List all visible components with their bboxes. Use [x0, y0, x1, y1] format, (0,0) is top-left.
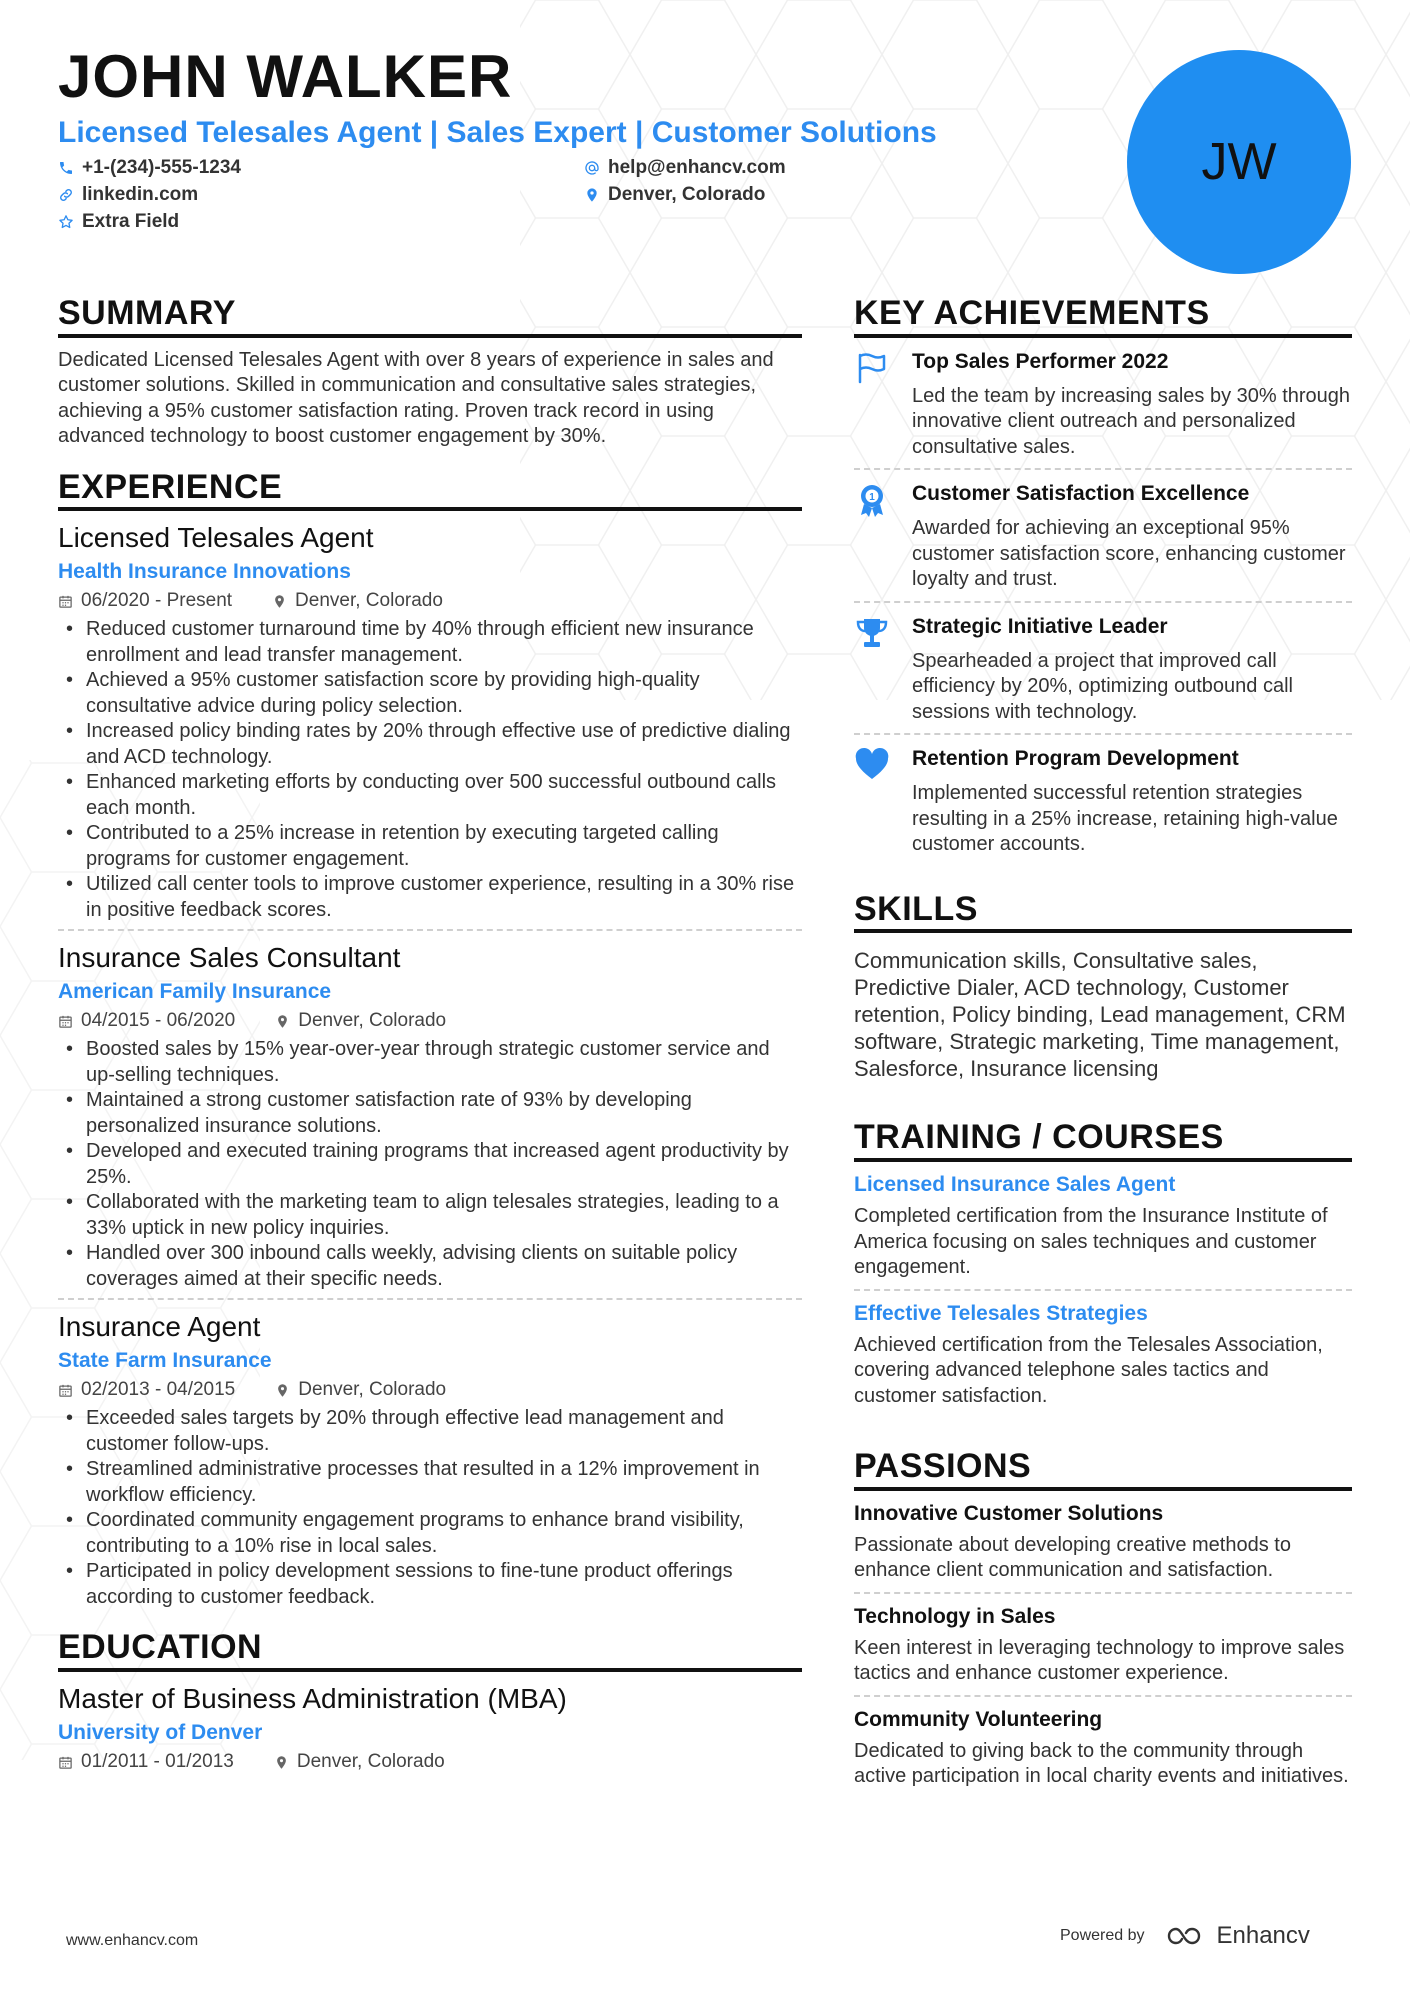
- bullet-item: • Achieved a 95% customer satisfaction score by providing high-quality consultative advice during policy selection.: [58, 668, 802, 719]
- passion-item: [854, 1695, 1352, 1798]
- bullet-item: • Enhanced marketing efforts by conducting over 500 successful outbound calls each month.: [58, 770, 802, 821]
- star-icon: [58, 214, 74, 230]
- passion-title: Community Volunteering: [854, 1707, 1103, 1731]
- job-location: Denver, Colorado: [298, 1379, 447, 1401]
- bullet-item: • Boosted sales by 15% year-over-year through strategic customer service and up-selling techniques.: [58, 1037, 802, 1088]
- achievement-item: [854, 468, 1352, 601]
- bullet-item: • Exceeded sales targets by 20% through effective lead management and customer follow-ups.: [58, 1406, 802, 1457]
- achievement-title: Strategic Initiative Leader: [912, 614, 1168, 638]
- job-bullets: [58, 1037, 802, 1292]
- bullet-item: • Utilized call center tools to improve customer experience, resulting in a 30% rise in positive feedback scores.: [58, 872, 802, 923]
- course-title: Licensed Insurance Sales Agent: [854, 1173, 1176, 1197]
- achievement-title: Top Sales Performer 2022: [912, 349, 1169, 373]
- education-section: [58, 1630, 802, 1780]
- section-title: TRAINING / COURSES: [854, 1120, 1352, 1162]
- avatar-initials: JW: [1201, 133, 1277, 191]
- flag-icon: [854, 350, 890, 386]
- job-dates: 06/2020 - Present: [81, 590, 233, 612]
- section-title: PASSIONS: [854, 1449, 1352, 1491]
- achievement-title: Retention Program Development: [912, 747, 1239, 771]
- email-text: help@enhancv.com: [608, 157, 786, 178]
- passion-desc: Keen interest in leveraging technology to improve sales tactics and enhance customer experience.: [854, 1636, 1345, 1685]
- location-pin-icon: [272, 594, 287, 609]
- job-title: Insurance Agent: [58, 1311, 261, 1343]
- job-location: Denver, Colorado: [298, 1010, 447, 1032]
- phone-text: +1-(234)-555-1234: [82, 157, 241, 178]
- section-title: SUMMARY: [58, 296, 802, 338]
- bullet-item: • Handled over 300 inbound calls weekly, advising clients on suitable policy coverages aimed at their specific needs.: [58, 1241, 802, 1292]
- footer-website-link[interactable]: www.enhancv.com: [66, 1932, 199, 1949]
- experience-entry: [58, 1298, 802, 1616]
- job-dates: 04/2015 - 06/2020: [81, 1010, 236, 1032]
- headline: Licensed Telesales Agent | Sales Expert | Customer Solutions: [58, 116, 937, 149]
- degree-title: Master of Business Administration (MBA): [58, 1683, 567, 1715]
- avatar: [1127, 50, 1351, 274]
- skills-section: [854, 889, 1352, 1083]
- section-title: EXPERIENCE: [58, 470, 802, 512]
- course-item: [854, 1289, 1352, 1418]
- enhancv-logo-icon: [1165, 1924, 1209, 1948]
- heart-icon: [854, 747, 890, 783]
- location-text: Denver, Colorado: [608, 184, 766, 205]
- phone-icon: [58, 160, 74, 176]
- calendar-icon: [58, 1014, 73, 1029]
- job-meta: [58, 589, 802, 613]
- location-pin-icon: [584, 187, 600, 203]
- achievement-desc: Implemented successful retention strategies resulting in a 25% increase, retaining high-value customer accounts.: [912, 782, 1338, 856]
- passion-title: Technology in Sales: [854, 1604, 1056, 1628]
- contact-location: [584, 184, 765, 206]
- passions-section: [854, 1449, 1352, 1798]
- job-meta: [58, 1378, 802, 1402]
- passion-title: Innovative Customer Solutions: [854, 1501, 1164, 1525]
- job-title: Insurance Sales Consultant: [58, 942, 401, 974]
- brand-name: Enhancv: [1216, 1922, 1310, 1949]
- job-location: Denver, Colorado: [295, 590, 443, 612]
- contact-linkedin[interactable]: [58, 184, 198, 206]
- bullet-item: • Coordinated community engagement programs to enhance brand visibility, contributing to a 10% rise in local sales.: [58, 1508, 802, 1559]
- company-name: Health Insurance Innovations: [58, 560, 351, 584]
- experience-entry: [58, 929, 802, 1298]
- powered-by-label: Powered by: [1060, 1927, 1145, 1944]
- passion-item: [854, 1592, 1352, 1695]
- bullet-item: • Contributed to a 25% increase in retention by executing targeted calling programs for customer engagement.: [58, 821, 802, 872]
- bullet-item: • Maintained a strong customer satisfaction rate of 93% by developing personalized insurance solutions.: [58, 1088, 802, 1139]
- achievement-desc: Awarded for achieving an exceptional 95% customer satisfaction score, enhancing customer loyalty and trust.: [912, 517, 1346, 591]
- extra-field-text: Extra Field: [82, 211, 180, 232]
- education-dates: 01/2011 - 01/2013: [81, 1751, 234, 1773]
- education-location: Denver, Colorado: [296, 1751, 445, 1773]
- link-icon: [58, 187, 74, 203]
- key-achievements-section: [854, 296, 1352, 866]
- contact-extra-field: [58, 211, 179, 233]
- passion-desc: Passionate about developing creative methods to enhance client communication and satisfaction.: [854, 1533, 1291, 1582]
- contact-phone[interactable]: [58, 157, 241, 179]
- bullet-item: • Developed and executed training programs that increased agent productivity by 25%.: [58, 1139, 802, 1190]
- bullet-item: • Collaborated with the marketing team to align telesales strategies, leading to a 33% uptick in new policy inquiries.: [58, 1190, 802, 1241]
- achievement-item: [854, 338, 1352, 469]
- passion-desc: Dedicated to giving back to the community through active participation in local charity events and initiatives.: [854, 1739, 1349, 1788]
- calendar-icon: [58, 594, 73, 609]
- right-column: [854, 296, 1352, 1818]
- company-name: American Family Insurance: [58, 980, 332, 1004]
- experience-section: [58, 467, 802, 1617]
- education-meta: [58, 1750, 802, 1774]
- award-ribbon-icon: [854, 482, 890, 518]
- footer-branding: [1060, 1922, 1310, 1950]
- section-title: SKILLS: [854, 892, 1352, 934]
- calendar-icon: [58, 1755, 73, 1770]
- achievement-title: Customer Satisfaction Excellence: [912, 482, 1250, 506]
- bullet-item: • Streamlined administrative processes that resulted in a 12% improvement in workflow efficiency.: [58, 1457, 802, 1508]
- training-section: [854, 1120, 1352, 1417]
- section-title: EDUCATION: [58, 1630, 802, 1672]
- skills-text: Communication skills, Consultative sales, Predictive Dialer, ACD technology, Customer retention, Policy binding, Lead management, CRM software, Strategic marketing, Time management, Salesforce, Insurance licensing: [854, 948, 1346, 1082]
- location-pin-icon: [274, 1755, 289, 1770]
- job-meta: [58, 1009, 802, 1033]
- bullet-item: • Participated in policy development sessions to fine-tune product offerings according to customer feedback.: [58, 1559, 802, 1610]
- bullet-item: • Reduced customer turnaround time by 40% through efficient new insurance enrollment and lead transfer management.: [58, 617, 802, 668]
- course-item: [854, 1162, 1352, 1289]
- calendar-icon: [58, 1383, 73, 1398]
- passion-item: [854, 1491, 1352, 1592]
- company-name: State Farm Insurance: [58, 1349, 272, 1373]
- trophy-icon: [854, 615, 890, 651]
- summary-text: Dedicated Licensed Telesales Agent with over 8 years of experience in sales and customer solutions. Skilled in communication and consultative sales strategies, achieving a 95% customer satisfaction rating. Proven track record in using advanced technology to boost customer engagement by 30%.: [58, 348, 774, 448]
- job-bullets: [58, 1406, 802, 1610]
- enhancv-logo[interactable]: [1165, 1922, 1310, 1950]
- achievement-desc: Led the team by increasing sales by 30% through innovative client outreach and personalized consultative sales.: [912, 384, 1351, 458]
- job-bullets: [58, 617, 802, 923]
- svg-text:1: 1: [869, 492, 875, 504]
- location-pin-icon: [275, 1014, 290, 1029]
- contact-email[interactable]: [584, 157, 786, 179]
- school-name: University of Denver: [58, 1721, 263, 1745]
- course-title: Effective Telesales Strategies: [854, 1301, 1148, 1325]
- at-sign-icon: [584, 160, 600, 176]
- job-title: Licensed Telesales Agent: [58, 522, 374, 554]
- course-desc: Achieved certification from the Telesales Association, covering advanced telephone sales tactics and customer satisfaction.: [854, 1333, 1323, 1407]
- linkedin-text: linkedin.com: [82, 184, 199, 205]
- job-dates: 02/2013 - 04/2015: [81, 1379, 236, 1401]
- experience-entry: [58, 511, 802, 929]
- achievement-item: [854, 733, 1352, 866]
- course-desc: Completed certification from the Insurance Institute of America focusing on sales techniques and customer engagement.: [854, 1205, 1328, 1279]
- location-pin-icon: [275, 1383, 290, 1398]
- achievement-item: [854, 601, 1352, 734]
- candidate-name: JOHN WALKER: [58, 43, 513, 110]
- section-title: KEY ACHIEVEMENTS: [854, 296, 1352, 338]
- summary-section: [58, 296, 802, 450]
- achievement-desc: Spearheaded a project that improved call efficiency by 20%, optimizing outbound call sessions with technology.: [912, 649, 1293, 723]
- education-entry: [58, 1672, 802, 1780]
- left-column: [58, 296, 802, 1800]
- bullet-item: • Increased policy binding rates by 20% through effective use of predictive dialing and ACD technology.: [58, 719, 802, 770]
